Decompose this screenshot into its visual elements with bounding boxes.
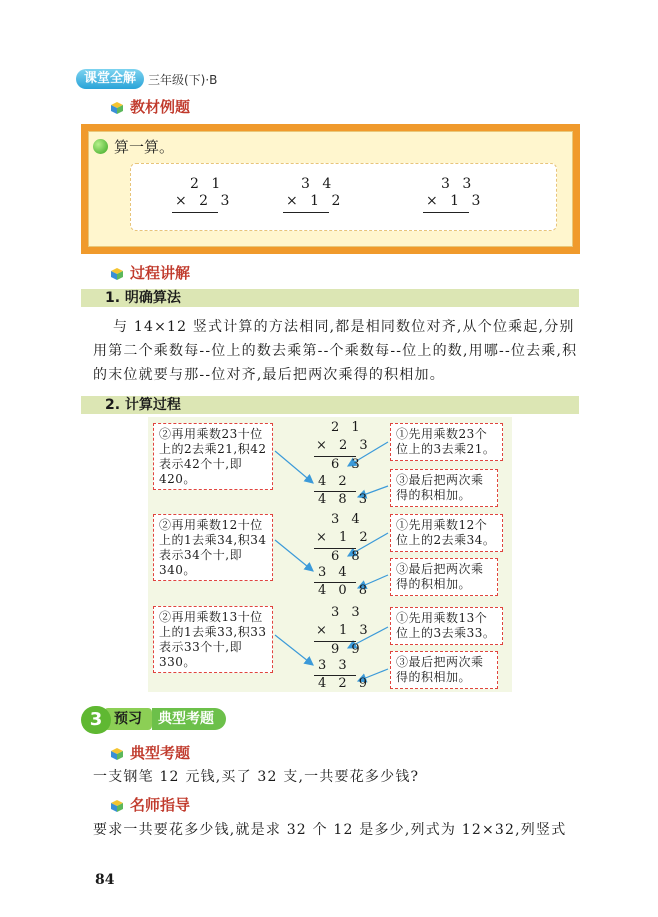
problem-3-top: 3 3 [441,176,476,192]
section-title-process: 过程讲解 [110,262,190,283]
calc-3-top: 3 3 [331,605,364,620]
calc-2-top: 3 4 [331,512,364,527]
calc-1-mult: × 2 3 [316,438,372,453]
step2-heading-bar: 2. 计算过程 [81,396,579,414]
calc-1-result: 4 8 3 [318,492,372,507]
header-grade: 三年级(下)·B [148,73,218,87]
calc-2-mult: × 1 2 [316,530,372,545]
calc-3-mult: × 1 3 [316,623,372,638]
example-instruction: 算一算。 [93,136,174,157]
problem-3-bottom: × 1 3 [426,193,485,209]
problem-1-bottom: × 2 3 [175,193,234,209]
calc-3-result: 4 2 9 [318,676,372,691]
calc-3-p1: 9 9 [331,642,364,657]
calc-2-right-note-1: ①先用乘数12个位上的2去乘34。 [390,514,503,552]
typical-question: 一支钢笔 12 元钱,买了 32 支,一共要花多少钱? [93,769,420,785]
section-title-guide: 名师指导 [110,794,190,815]
calc-1-top: 2 1 [331,420,364,435]
cube-icon [110,101,124,115]
section-title-example: 教材例题 [110,96,190,117]
problem-2-bottom: × 1 2 [286,193,345,209]
problem-3-line [423,212,469,213]
page-number: 84 [95,872,115,888]
green-dot-icon [93,139,108,154]
calc-2-p2: 3 4 [318,565,351,580]
problem-2-top: 3 4 [301,176,336,192]
calc-2-right-note-2: ③最后把两次乘得的积相加。 [390,558,498,596]
calc-2-p1: 6 8 [331,549,364,564]
calc-1-p1: 6 3 [331,457,364,472]
preview-banner-topic: 典型考题 [152,708,226,730]
step1-heading-bar: 1. 明确算法 [81,289,579,307]
calc-1-left-note: ②再用乘数23十位上的2去乘21,积42表示42个十,即420。 [153,423,273,490]
step1-text: 与 14×12 竖式计算的方法相同,都是相同数位对齐,从个位乘起,分别用第二个乘数每--位上的数去乘第--个乘数每--位上的数,用哪--位去乘,积的末位就要与那--位对齐,最后把两次乘得的积相加。 [93,319,578,383]
problem-1-top: 2 1 [190,176,225,192]
brand-badge: 课堂全解 [76,69,144,89]
cube-icon [110,799,124,813]
calc-1-p2: 4 2 [318,474,351,489]
section-title-typical: 典型考题 [110,742,190,763]
preview-banner-label: 预习 [104,708,152,730]
preview-number-badge: 3 [81,706,111,734]
problem-2-line [283,212,329,213]
problem-1-line [172,212,218,213]
calc-3-left-note: ②再用乘数13十位上的1去乘33,积33表示33个十,即330。 [153,606,273,673]
guide-text: 要求一共要花多少钱,就是求 32 个 12 是多少,列式为 12×32,列竖式 [93,822,567,838]
calc-1-right-note-2: ③最后把两次乘得的积相加。 [390,469,498,507]
calc-3-right-note-1: ①先用乘数13个位上的3去乘33。 [390,607,503,645]
cube-icon [110,267,124,281]
calc-3-p2: 3 3 [318,658,351,673]
cube-icon [110,747,124,761]
calc-2-left-note: ②再用乘数12十位上的1去乘34,积34表示34个十,即340。 [153,514,273,581]
calc-2-result: 4 0 8 [318,583,372,598]
calc-1-right-note-1: ①先用乘数23个位上的3去乘21。 [390,423,503,461]
calc-3-right-note-2: ③最后把两次乘得的积相加。 [390,651,498,689]
